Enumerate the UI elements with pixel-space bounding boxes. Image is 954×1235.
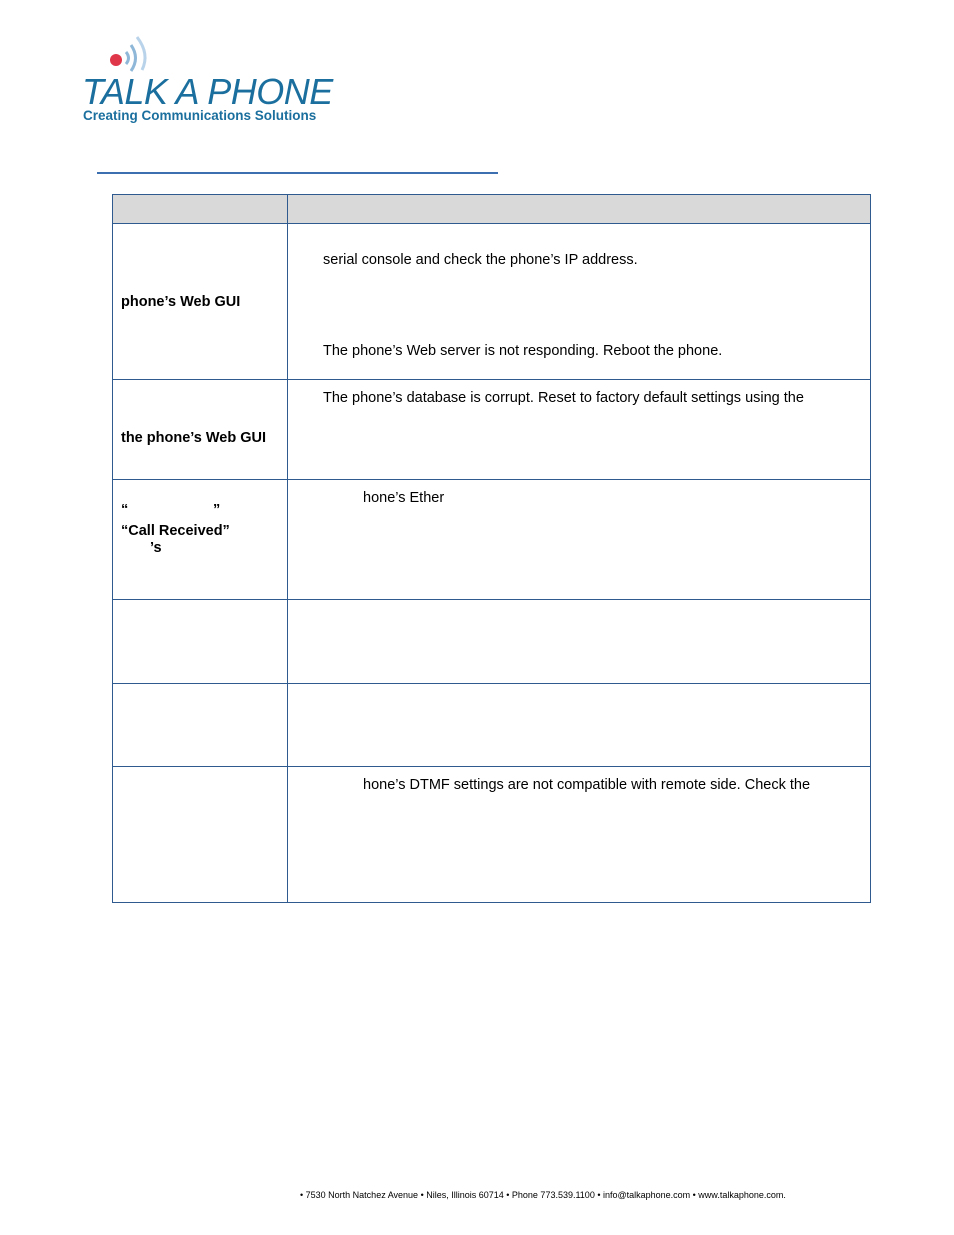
problem-text: “ <box>121 502 129 518</box>
solution-text: The phone’s Web server is not responding. Reboot the phone. <box>323 343 723 359</box>
solution-text: The phone’s database is corrupt. Reset to factory default settings using the <box>323 390 804 406</box>
page-footer: • 7530 North Natchez Avenue • Niles, Illinois 60714 • Phone 773.539.1100 • info@talkaphone.com • www.talkaphone.com. <box>300 1190 786 1200</box>
problem-text: “Call Received” <box>121 523 230 539</box>
problem-cell <box>113 600 288 684</box>
brand-name: TALK A PHONE <box>82 71 333 112</box>
problem-text: ’s <box>150 540 162 556</box>
table-header-row <box>113 195 871 224</box>
section-rule <box>97 172 498 174</box>
solution-cell <box>288 684 871 767</box>
table-row <box>113 600 871 684</box>
problem-cell <box>113 767 288 903</box>
solution-text: hone’s Ether <box>363 490 445 506</box>
problem-text: phone’s Web GUI <box>121 294 241 310</box>
troubleshooting-table <box>112 194 871 903</box>
problem-cell <box>113 480 288 600</box>
solution-cell <box>288 224 871 380</box>
solution-text: serial console and check the phone’s IP address. <box>323 252 638 268</box>
table-row <box>113 380 871 480</box>
sound-waves-icon <box>104 32 184 72</box>
table-row <box>113 480 871 600</box>
problem-cell <box>113 224 288 380</box>
company-logo <box>80 32 360 127</box>
problem-cell <box>113 684 288 767</box>
table-row <box>113 767 871 903</box>
solution-cell <box>288 767 871 903</box>
header-cell-solution <box>288 195 871 224</box>
table-row <box>113 224 871 380</box>
header-cell-problem <box>113 195 288 224</box>
solution-cell <box>288 480 871 600</box>
tagline: Creating Communications Solutions <box>83 108 317 123</box>
solution-text: hone’s DTMF settings are not compatible with remote side. Check the <box>363 777 811 793</box>
table-row <box>113 684 871 767</box>
solution-cell <box>288 380 871 480</box>
problem-text: the phone’s Web GUI <box>121 430 267 446</box>
solution-cell <box>288 600 871 684</box>
problem-cell <box>113 380 288 480</box>
problem-text: ” <box>213 502 221 518</box>
